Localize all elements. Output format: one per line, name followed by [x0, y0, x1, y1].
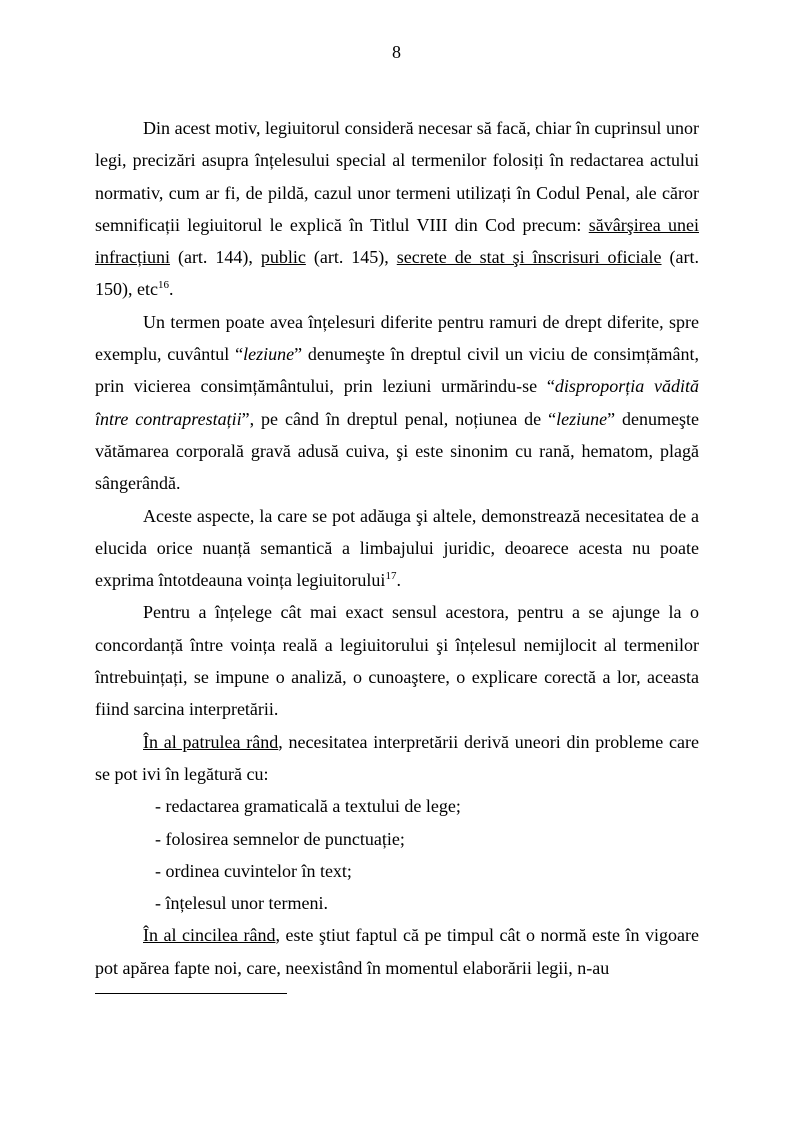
sentence-end: . — [168, 279, 174, 300]
paragraph-2 — [95, 306, 699, 500]
paragraph-text: ” denumeşte vătămarea corporală gravă adusă cuiva, şi este sinonim cu rană, hematom, plagă sângerândă. — [95, 408, 699, 494]
term-public: public — [260, 247, 306, 268]
footnote-ref-17[interactable]: 17 — [385, 570, 397, 583]
paragraph-text: , este ştiut faptul că pe timpul cât o normă este în vigoare pot apărea fapte noi, care, neexistând în momentul elaborării legii, n-au — [95, 925, 699, 978]
paragraph-text: Aceste aspecte, la care se pot adăuga şi altele, demonstrează necesitatea de a elucida orice nuanță semantică a limbajului juridic, deoarece acesta nu poate exprima întotdeauna voința legiuitorului — [95, 505, 699, 591]
paragraph-1 — [95, 112, 699, 306]
footnote-ref-16[interactable]: 16 — [157, 279, 169, 292]
article-ref: (art. 145), — [305, 247, 397, 268]
term-savarsirea-infractiunii: săvârşirea unei infracțiuni — [95, 214, 699, 268]
list-item: - ordinea cuvintelor în text; — [155, 860, 352, 881]
paragraph-text: , necesitatea interpretării derivă uneori din probleme care se pot ivi în legătură cu: — [95, 731, 699, 784]
footnote-separator — [95, 993, 287, 994]
paragraph-6 — [95, 919, 699, 984]
italic-term-leziune: leziune — [243, 344, 295, 365]
italic-quote: disproporția vădită între contraprestații — [95, 376, 699, 429]
page-number: 8 — [392, 42, 401, 62]
italic-term-leziune: leziune — [556, 408, 608, 429]
paragraph-5 — [95, 726, 699, 791]
paragraph-4: Pentru a înțelege cât mai exact sensul acestora, pentru a se ajunge la o concordanță între voința reală a legiuitorului şi înțelesul nemijlocit al termenilor întrebuințați, se impune o analiză, o cunoaştere, o explicare corectă a lor, aceasta fiind sarcina interpretării. — [95, 602, 699, 720]
sentence-end: . — [396, 570, 401, 591]
paragraph-text: ” denumeşte în dreptul civil un viciu de consimțământ, prin vicierea consimțământului, prin leziuni urmărindu-se “ — [95, 344, 700, 397]
problem-list — [95, 790, 699, 919]
list-item: - folosirea semnelor de punctuație; — [155, 828, 405, 849]
paragraph-text: Din acest motiv, legiuitorul consideră necesar să facă, chiar în cuprinsul unor legi, precizări asupra înțelesului special al termenilor folosiți în redactarea actului normativ, cum ar fi, de pildă, cazul unor termeni utilizați în Codul Penal, ale căror semnificații legiuitorul le explică în Titlul VIII din Cod precum: — [95, 118, 699, 235]
list-item: - redactarea gramaticală a textului de lege; — [155, 796, 461, 817]
term-secrete-de-stat: secrete de stat şi înscrisuri oficiale — [396, 247, 662, 268]
article-ref: (art. 144), — [169, 247, 261, 268]
document-body — [95, 112, 699, 984]
paragraph-text: Un termen poate avea înțelesuri diferite pentru ramuri de drept diferite, spre exemplu, cuvântul “ — [95, 311, 699, 365]
article-ref: (art. 150), etc — [95, 247, 699, 300]
paragraph-text: ”, pe când în dreptul penal, noțiunea de “ — [241, 408, 557, 429]
paragraph-3 — [95, 500, 699, 597]
lead-phrase: În al patrulea rând — [143, 731, 279, 752]
lead-phrase: În al cincilea rând — [143, 925, 276, 946]
list-item: - înțelesul unor termeni. — [155, 893, 328, 914]
